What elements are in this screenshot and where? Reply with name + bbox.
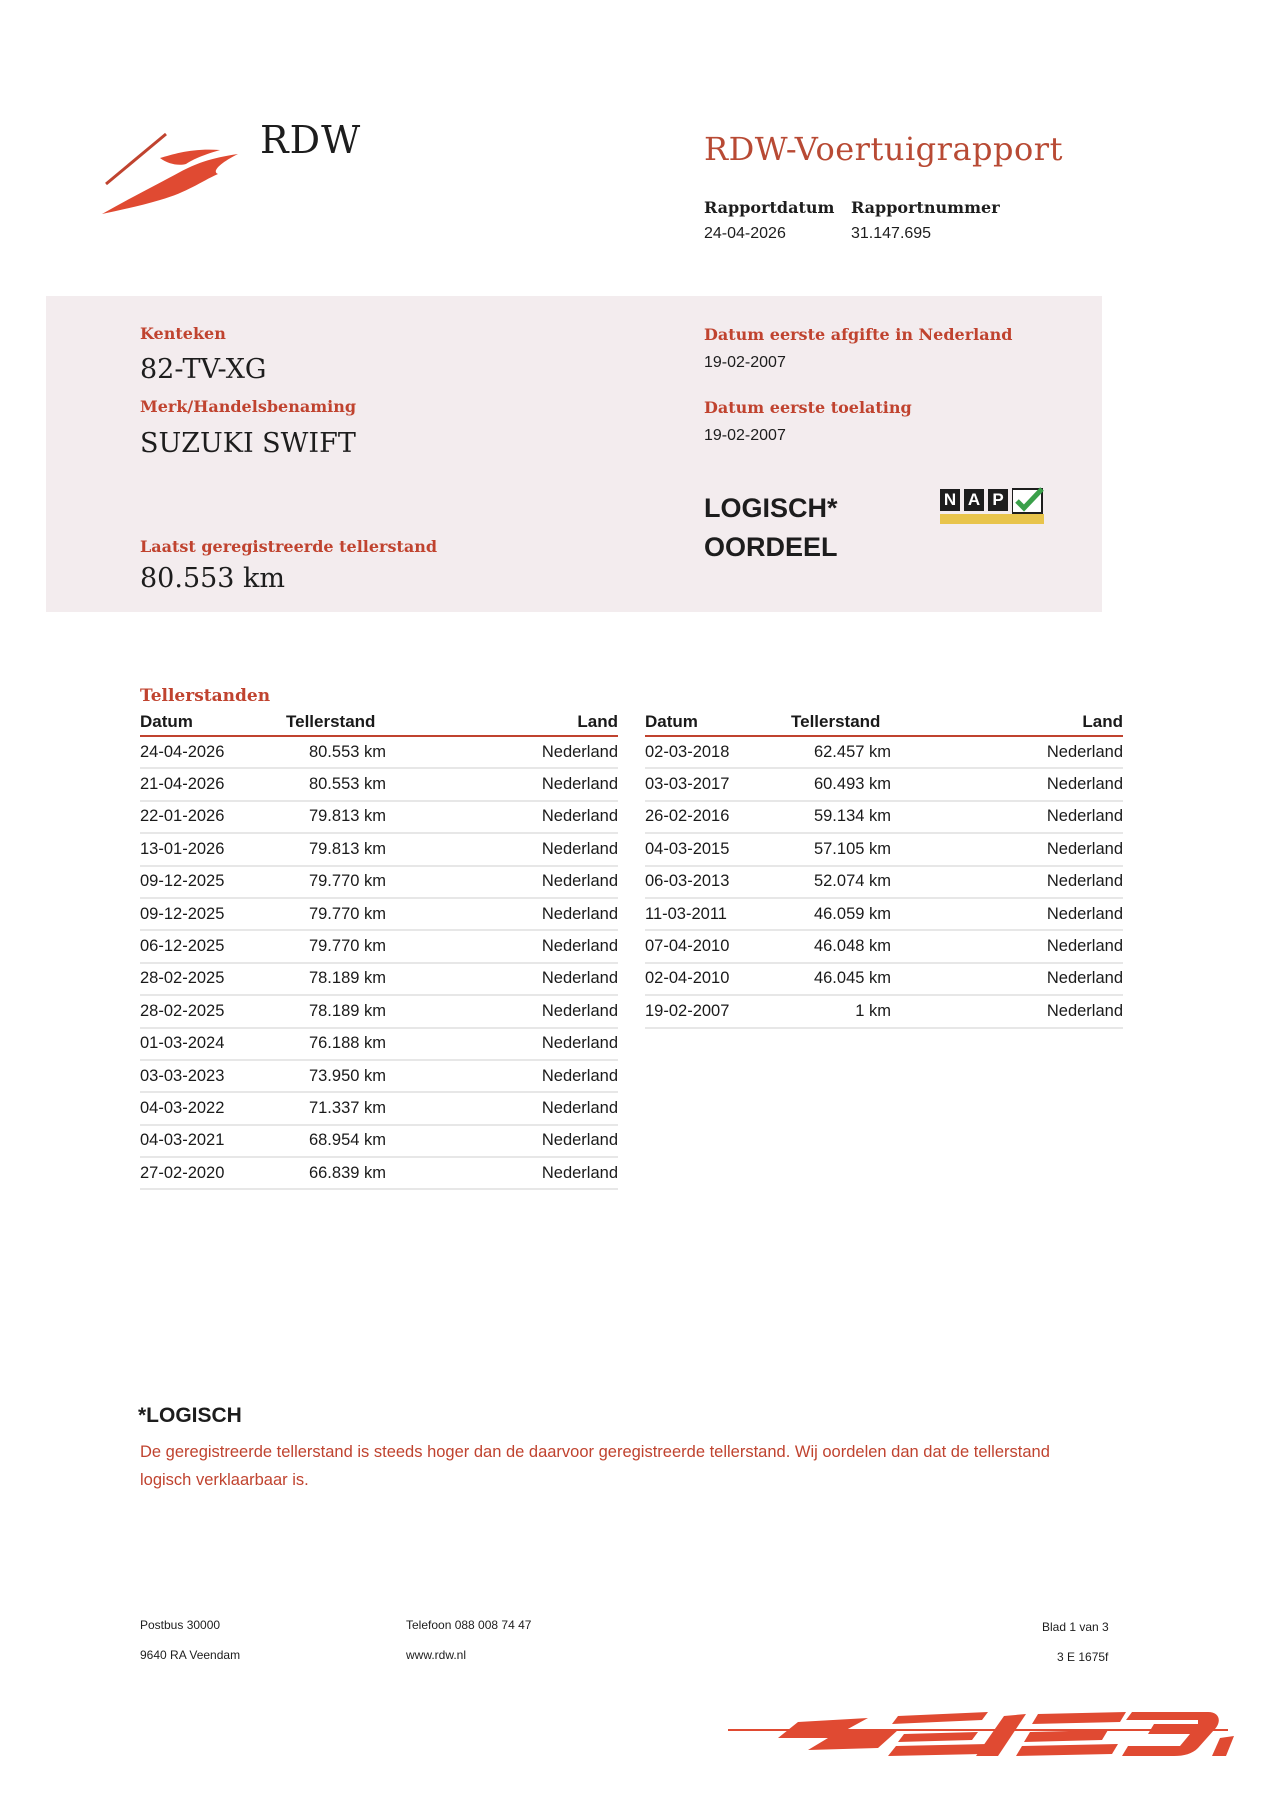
- rdw-stripes-icon: [728, 1708, 1236, 1758]
- footer-website[interactable]: www.rdw.nl: [406, 1648, 467, 1662]
- cell-date: 04-03-2022: [140, 1092, 286, 1124]
- cell-km: 71.337 km: [286, 1092, 386, 1124]
- footer-reference-code: 3 E 1675f: [1057, 1650, 1109, 1664]
- cell-date: 07-04-2010: [645, 930, 791, 962]
- cell-km: 80.553 km: [286, 768, 386, 800]
- cell-land: Nederland: [891, 801, 1123, 833]
- cell-km: 79.813 km: [286, 833, 386, 865]
- cell-land: Nederland: [386, 1060, 618, 1092]
- table-row: [140, 736, 618, 768]
- table-row: [645, 963, 1123, 995]
- cell-land: Nederland: [386, 866, 618, 898]
- cell-km: 78.189 km: [286, 995, 386, 1027]
- cell-date: 04-03-2021: [140, 1125, 286, 1157]
- footnote-title: *LOGISCH: [138, 1404, 242, 1427]
- header-land: Land: [386, 712, 618, 736]
- cell-land: Nederland: [386, 930, 618, 962]
- report-date: 24-04-2026: [704, 225, 786, 242]
- cell-km: 46.048 km: [791, 930, 891, 962]
- table-row: [140, 995, 618, 1027]
- cell-km: 80.553 km: [286, 736, 386, 768]
- brand-name: RDW: [260, 118, 362, 162]
- license-plate: 82-TV-XG: [140, 354, 267, 385]
- cell-date: 06-03-2013: [645, 866, 791, 898]
- report-date-label: Rapportdatum: [704, 198, 835, 217]
- cell-land: Nederland: [386, 1092, 618, 1124]
- cell-date: 28-02-2025: [140, 963, 286, 995]
- nap-logo: [940, 487, 1046, 527]
- nap-letter-a: A: [964, 489, 984, 511]
- cell-km: 73.950 km: [286, 1060, 386, 1092]
- table-row: [140, 866, 618, 898]
- cell-date: 24-04-2026: [140, 736, 286, 768]
- footnote-text: De geregistreerde tellerstand is steeds hoger dan de daarvoor geregistreerde tellerstand. Wij oordelen dan dat de tellerstand logisch verklaarbaar is.: [140, 1443, 1050, 1489]
- cell-date: 11-03-2011: [645, 898, 791, 930]
- table-row: [140, 1092, 618, 1124]
- footer-phone: Telefoon 088 008 74 47: [406, 1618, 532, 1632]
- cell-land: Nederland: [386, 801, 618, 833]
- table-row: [645, 898, 1123, 930]
- cell-date: 19-02-2007: [645, 995, 791, 1027]
- cell-date: 28-02-2025: [140, 995, 286, 1027]
- cell-land: Nederland: [891, 866, 1123, 898]
- header-km: Tellerstand: [791, 712, 891, 736]
- nap-letter-n: N: [940, 489, 960, 511]
- vehicle-make: SUZUKI SWIFT: [140, 428, 356, 459]
- cell-date: 21-04-2026: [140, 768, 286, 800]
- table-header-row: [140, 712, 618, 736]
- cell-land: Nederland: [386, 1157, 618, 1189]
- cell-km: 76.188 km: [286, 1028, 386, 1060]
- cell-date: 22-01-2026: [140, 801, 286, 833]
- cell-land: Nederland: [891, 963, 1123, 995]
- cell-land: Nederland: [891, 833, 1123, 865]
- cell-km: 68.954 km: [286, 1125, 386, 1157]
- table-row: [140, 768, 618, 800]
- cell-date: 13-01-2026: [140, 833, 286, 865]
- table-row: [140, 898, 618, 930]
- cell-land: Nederland: [891, 736, 1123, 768]
- cell-km: 62.457 km: [791, 736, 891, 768]
- cell-date: 06-12-2025: [140, 930, 286, 962]
- cell-land: Nederland: [386, 736, 618, 768]
- cell-land: Nederland: [386, 1028, 618, 1060]
- header-km: Tellerstand: [286, 712, 386, 736]
- cell-date: 09-12-2025: [140, 898, 286, 930]
- cell-land: Nederland: [386, 1125, 618, 1157]
- table-row: [140, 1060, 618, 1092]
- cell-km: 79.770 km: [286, 866, 386, 898]
- footer-address-1: Postbus 30000: [140, 1618, 221, 1632]
- table-row: [645, 736, 1123, 768]
- cell-land: Nederland: [891, 898, 1123, 930]
- cell-date: 27-02-2020: [140, 1157, 286, 1189]
- nap-letter-p: P: [988, 489, 1008, 511]
- cell-km: 79.770 km: [286, 898, 386, 930]
- table-row: [140, 1157, 618, 1189]
- table-row: [645, 833, 1123, 865]
- cell-km: 79.813 km: [286, 801, 386, 833]
- report-title: RDW-Voertuigrapport: [704, 130, 1063, 168]
- readings-title: Tellerstanden: [140, 686, 271, 706]
- cell-date: 26-02-2016: [645, 801, 791, 833]
- report-number-label: Rapportnummer: [851, 198, 1000, 217]
- cell-km: 46.059 km: [791, 898, 891, 930]
- cell-date: 03-03-2023: [140, 1060, 286, 1092]
- cell-km: 1 km: [791, 995, 891, 1027]
- cell-km: 46.045 km: [791, 963, 891, 995]
- nap-strip: [940, 514, 1044, 524]
- cell-date: 02-03-2018: [645, 736, 791, 768]
- table-row: [645, 768, 1123, 800]
- cell-km: 59.134 km: [791, 801, 891, 833]
- cell-km: 57.105 km: [791, 833, 891, 865]
- odometer-label: Laatst geregistreerde tellerstand: [140, 537, 438, 556]
- table-row: [140, 1125, 618, 1157]
- cell-date: 04-03-2015: [645, 833, 791, 865]
- rdw-logo-icon: [100, 128, 240, 218]
- last-odometer: 80.553 km: [140, 563, 286, 594]
- table-header-row: [645, 712, 1123, 736]
- cell-land: Nederland: [386, 898, 618, 930]
- cell-date: 02-04-2010: [645, 963, 791, 995]
- cell-km: 60.493 km: [791, 768, 891, 800]
- make-label: Merk/Handelsbenaming: [140, 397, 357, 416]
- cell-land: Nederland: [386, 963, 618, 995]
- header-land: Land: [891, 712, 1123, 736]
- table-row: [140, 1028, 618, 1060]
- cell-land: Nederland: [386, 768, 618, 800]
- cell-date: 03-03-2017: [645, 768, 791, 800]
- first-admission-date: 19-02-2007: [704, 427, 786, 444]
- first-nl-date: 19-02-2007: [704, 354, 786, 371]
- table-row: [140, 801, 618, 833]
- cell-land: Nederland: [891, 930, 1123, 962]
- cell-date: 01-03-2024: [140, 1028, 286, 1060]
- table-row: [645, 866, 1123, 898]
- cell-land: Nederland: [386, 995, 618, 1027]
- checkmark-icon: [1012, 487, 1044, 515]
- cell-land: Nederland: [386, 833, 618, 865]
- table-row: [140, 930, 618, 962]
- table-row: [645, 801, 1123, 833]
- cell-land: Nederland: [891, 768, 1123, 800]
- cell-date: 09-12-2025: [140, 866, 286, 898]
- cell-km: 78.189 km: [286, 963, 386, 995]
- verdict-line-2: OORDEEL: [704, 532, 838, 562]
- table-row: [645, 930, 1123, 962]
- readings-table-right: [645, 712, 1123, 1029]
- table-row: [140, 963, 618, 995]
- footer-page-number: Blad 1 van 3: [1042, 1620, 1109, 1634]
- plate-label: Kenteken: [140, 324, 226, 343]
- first-admission-label: Datum eerste toelating: [704, 398, 912, 417]
- header-date: Datum: [140, 712, 286, 736]
- readings-table-left: [140, 712, 618, 1190]
- table-row: [140, 833, 618, 865]
- cell-land: Nederland: [891, 995, 1123, 1027]
- header-date: Datum: [645, 712, 791, 736]
- first-nl-label: Datum eerste afgifte in Nederland: [704, 325, 1013, 344]
- footer-address-2: 9640 RA Veendam: [140, 1648, 241, 1662]
- cell-km: 79.770 km: [286, 930, 386, 962]
- cell-km: 66.839 km: [286, 1157, 386, 1189]
- table-row: [645, 995, 1123, 1027]
- cell-km: 52.074 km: [791, 866, 891, 898]
- verdict-line-1: LOGISCH*: [704, 493, 838, 523]
- report-number: 31.147.695: [851, 225, 932, 242]
